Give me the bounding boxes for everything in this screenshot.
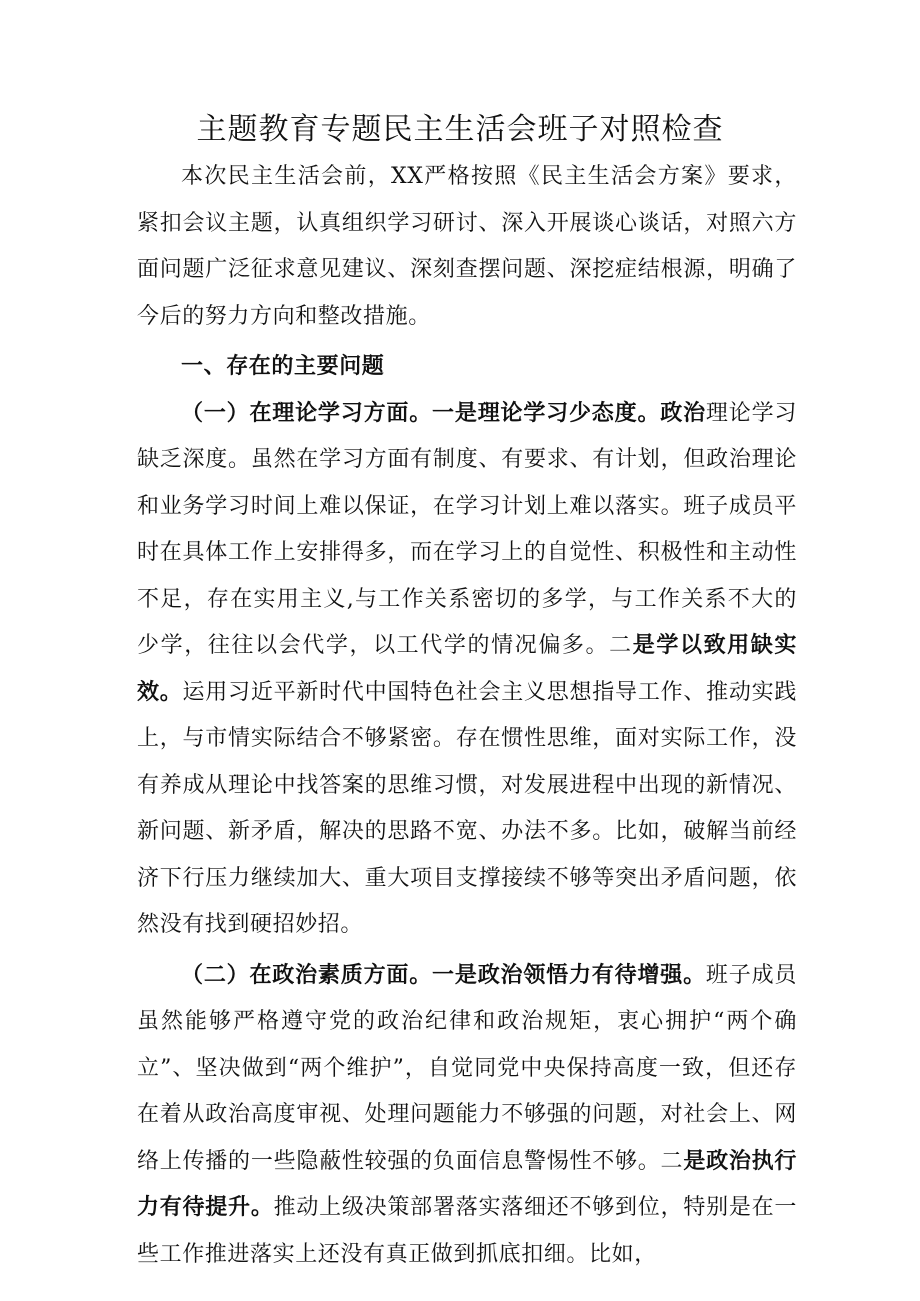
paragraph-text: 运用习近平新时代中国特色社会主义思想指导工作、推动实践上，与市情实际结合不够紧密。存在惯性思维，面对实际工作，没有养成从理论中找答案的思维习惯，对发展进程中出现的新情况、新问题、新矛盾，解决的思路不宽、办法不多。比如，破解当前经济下行压力继续加大、重大项目支撑接续不够等突出矛盾问题，依然没有找到硬招妙招。 — [137, 679, 797, 937]
paragraph-political-quality — [137, 953, 797, 1279]
paragraph-inline-bold: 是政治执行力有待提升。 — [137, 1148, 797, 1220]
paragraph-theory-study — [137, 391, 797, 949]
paragraph-inline-bold: 是学以致用缺实效。 — [137, 633, 797, 705]
paragraph-text: 推动上级决策部署落实落细还不够到位，特别是在一些工作推进落实上还没有真正做到抓底扣细。比如， — [137, 1195, 797, 1267]
document-body — [137, 154, 797, 1278]
intro-paragraph: 本次民主生活会前，XX严格按照《民主生活会方案》要求，紧扣会议主题，认真组织学习研讨、深入开展谈心谈话，对照六方面问题广泛征求意见建议、深刻查摆问题、深挖症结根源，明确了今后的努力方向和整改措施。 — [137, 164, 797, 329]
paragraph-text: 理论学习缺乏深度。虽然在学习方面有制度、有要求、有计划，但政治理论和业务学习时间上难以保证，在学习计划上难以落实。班子成员平时在具体工作上安排得多，而在学习上的自觉性、积极性和主动性不足，存在实用主义,与工作关系密切的多学，与工作关系不大的少学，往往以会代学，以工代学的情况偏多。二 — [137, 400, 797, 658]
paragraph-lead-bold: （二）在政治素质方面。一是政治领悟力有待增强。 — [181, 962, 706, 988]
section-heading: 一、存在的主要问题 — [181, 354, 385, 379]
paragraph-lead-bold: （一）在理论学习方面。一是理论学习少态度。政治 — [181, 400, 706, 426]
paragraph-text: 班子成员虽然能够严格遵守党的政治纪律和政治规矩，衷心拥护“两个确立”、坚决做到“两个维护”，自觉同党中央保持高度一致，但还存在着从政治高度审视、处理问题能力不够强的问题，对社会上、网络上传播的一些隐蔽性较强的负面信息警惕性不够。二 — [137, 962, 797, 1174]
document-title: 主题教育专题民主生活会班子对照检查 — [196, 112, 724, 147]
